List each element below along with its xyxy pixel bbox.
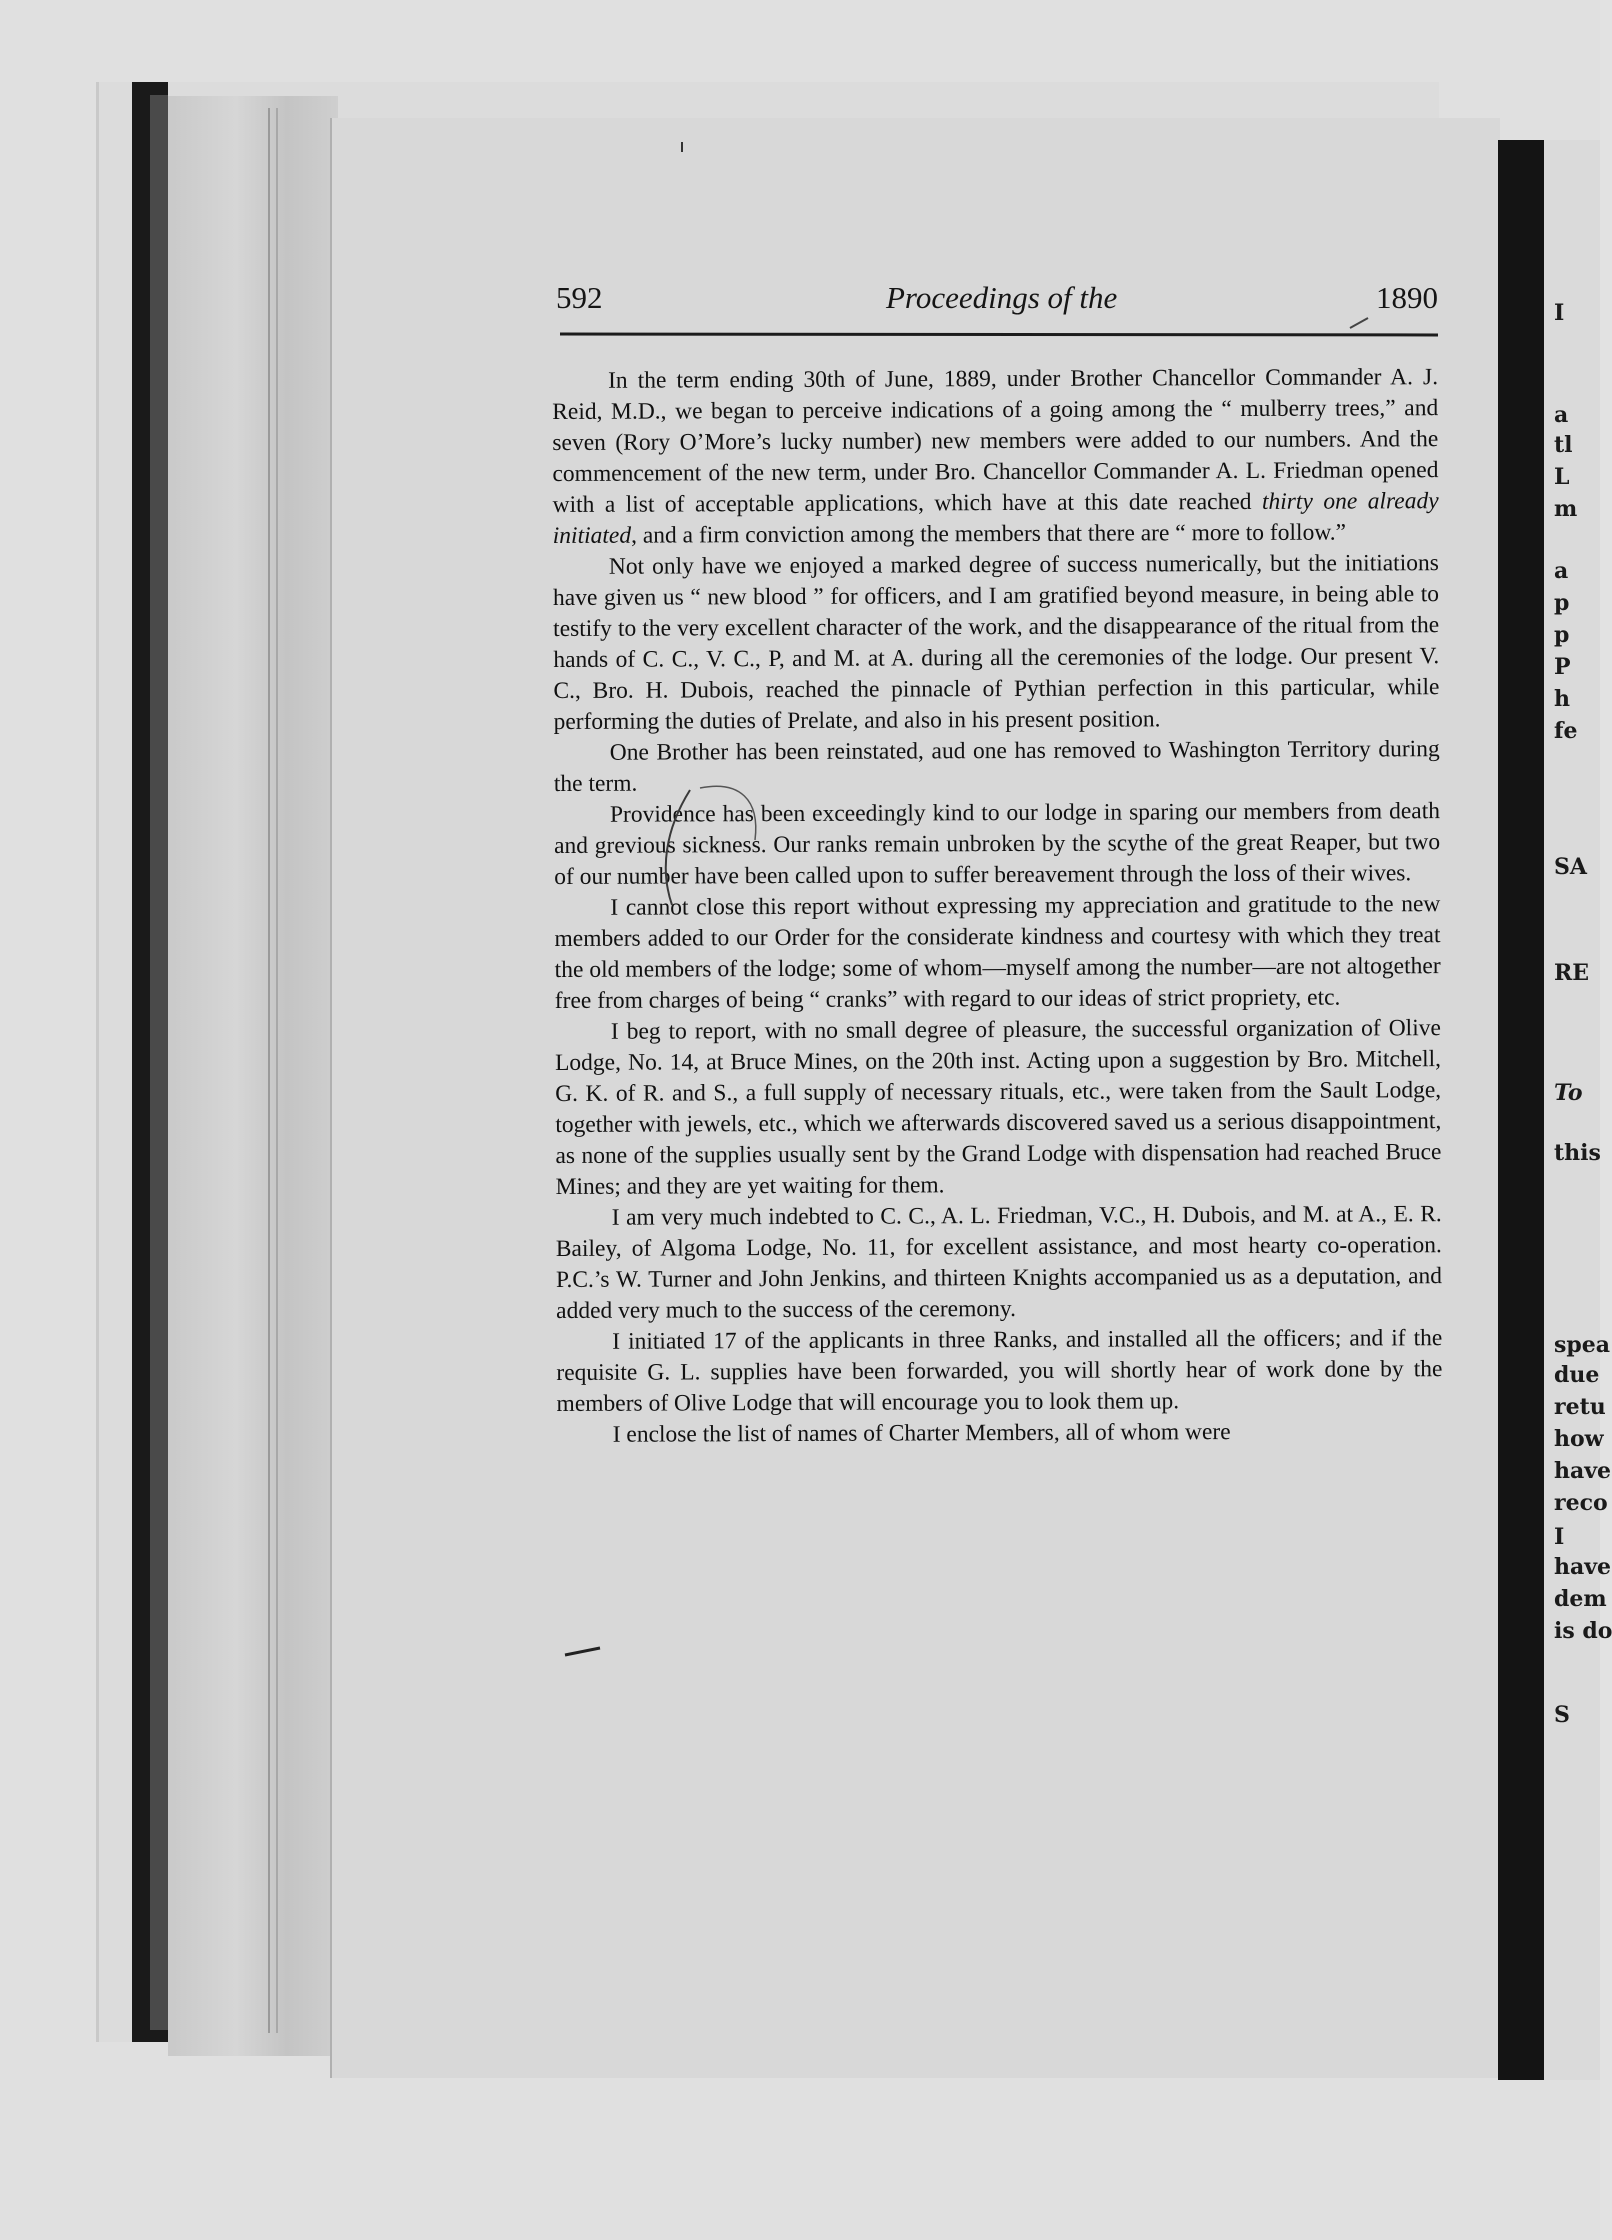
next-page-fragment: how <box>1554 1426 1604 1452</box>
next-page-fragment: is do <box>1554 1618 1612 1644</box>
pencil-stroke <box>1350 318 1368 328</box>
next-page-fragment: retu <box>1554 1394 1606 1420</box>
next-page-fragment: L <box>1554 464 1570 490</box>
next-page-fragment: To <box>1554 1080 1583 1106</box>
next-page-fragment: tl <box>1554 432 1573 458</box>
paragraph: I enclose the list of names of Charter Members, all of whom were <box>612 1419 1231 1448</box>
next-page-fragment: I <box>1554 1524 1565 1550</box>
paragraph: I am very much indebted to C. C., A. L. Friedman, V.C., H. Dubois, and M. at A., E. R. Bailey, of Algoma Lodge, No. 11, for excellent assistance, and most hearty co-operation. P.C.’s W. Turner and John Jenkins, and thirteen Knights accompanied us as a deputation, and added very much to the success of the ceremony. <box>555 1201 1443 1324</box>
next-page-fragment: p <box>1554 622 1570 648</box>
pencil-stroke <box>700 786 756 840</box>
paragraph: One Brother has been reinstated, aud one has removed to Washington Territory during the term. <box>553 736 1440 797</box>
paragraph: I initiated 17 of the applicants in three Ranks, and installed all the officers; and if the requisite G. L. supplies have been forwarded, you will shortly hear of work done by the members of Olive Lodge that will encourage you to look them up. <box>556 1325 1443 1417</box>
next-page-fragment: a <box>1554 402 1569 428</box>
paragraph-text: In the term ending 30th of June, 1889, under Brother Chancellor Commander A. J. Reid, M.D., we began to perceive indications of a going among the “ mulberry trees,” and seven (Rory O’More’s lucky number) new members were added to our numbers. And the commencement of the new term, under Bro. Chancellor Commander A. L. Friedman opened with a list of acceptable applications, which have at this date reached <box>552 364 1439 518</box>
paragraph: I cannot close this report without expressing my appreciation and gratitude to the new members added to our Order for the considerate kindness and courtesy with which they treat the old members of the lodge; some of whom—myself among the number—are not altogether free from charges of being “ cranks” with regard to our ideas of strict propriety, etc. <box>554 891 1441 1014</box>
next-page-fragment: this <box>1554 1140 1601 1166</box>
next-page-fragment: m <box>1554 496 1578 522</box>
running-title: Proceedings of the <box>886 280 1118 315</box>
header-year: 1890 <box>1376 280 1438 315</box>
next-page-fragment: S <box>1554 1702 1570 1728</box>
next-page-fragment: due <box>1554 1362 1600 1388</box>
next-page-fragment: have <box>1554 1458 1612 1484</box>
next-page-fragment: RE <box>1554 960 1590 986</box>
page-number: 592 <box>556 280 603 315</box>
next-page-fragment: I <box>1554 300 1565 326</box>
italic-text: thirty one already initiated <box>552 488 1439 549</box>
next-page-fragment: dem <box>1554 1586 1607 1612</box>
next-page-fragment: reco <box>1554 1490 1608 1516</box>
pencil-stroke <box>565 1648 600 1655</box>
pencil-stroke <box>666 790 690 905</box>
next-page-fragment: a <box>1554 558 1569 584</box>
next-page-fragment: p <box>1554 590 1570 616</box>
next-page-fragment: SA <box>1554 854 1587 880</box>
paragraph: I beg to report, with no small degree of pleasure, the successful organization of Olive Lodge, No. 14, at Bruce Mines, on the 20th inst. Acting upon a suggestion by Bro. Mitchell, G. K. of R. and S., a full supply of necessary rituals, etc., were taken from the Sault Lodge, together with jewels, etc., which we afterwards discovered saved us a serious disappointment, as none of the supplies usually sent by the Grand Lodge with dispensation had reached Bruce Mines; and they are yet waiting for them. <box>554 1015 1442 1200</box>
next-page-fragment: have <box>1554 1554 1612 1580</box>
next-page-fragment: spea <box>1554 1332 1611 1358</box>
paragraph: Not only have we enjoyed a marked degree of success numerically, but the initiations have given us “ new blood ” for officers, and I am gratified beyond measure, in being able to testify to the very excellent character of the work, and the disappearance of the ritual from the hands of C. C., V. C., P, and M. at A. during all the ceremonies of the lodge. Our present V. C., Bro. H. Dubois, reached the pinnacle of Pythian perfection in this particular, while performing the duties of Prelate, and also in his present position. <box>552 550 1440 735</box>
paragraph: Providence has been exceedingly kind to our lodge in sparing our members from death and grevious sickness. Our ranks remain unbroken by the scythe of the great Reaper, but two of our number have been called upon to suffer bereavement through the loss of their wives. <box>554 798 1441 890</box>
next-page-fragment: fe <box>1554 718 1578 744</box>
paragraph-text: , and a firm conviction among the members that there are “ more to follow.” <box>631 519 1347 549</box>
next-page-fragment: h <box>1554 686 1570 712</box>
next-page-fragment: P <box>1554 654 1571 680</box>
